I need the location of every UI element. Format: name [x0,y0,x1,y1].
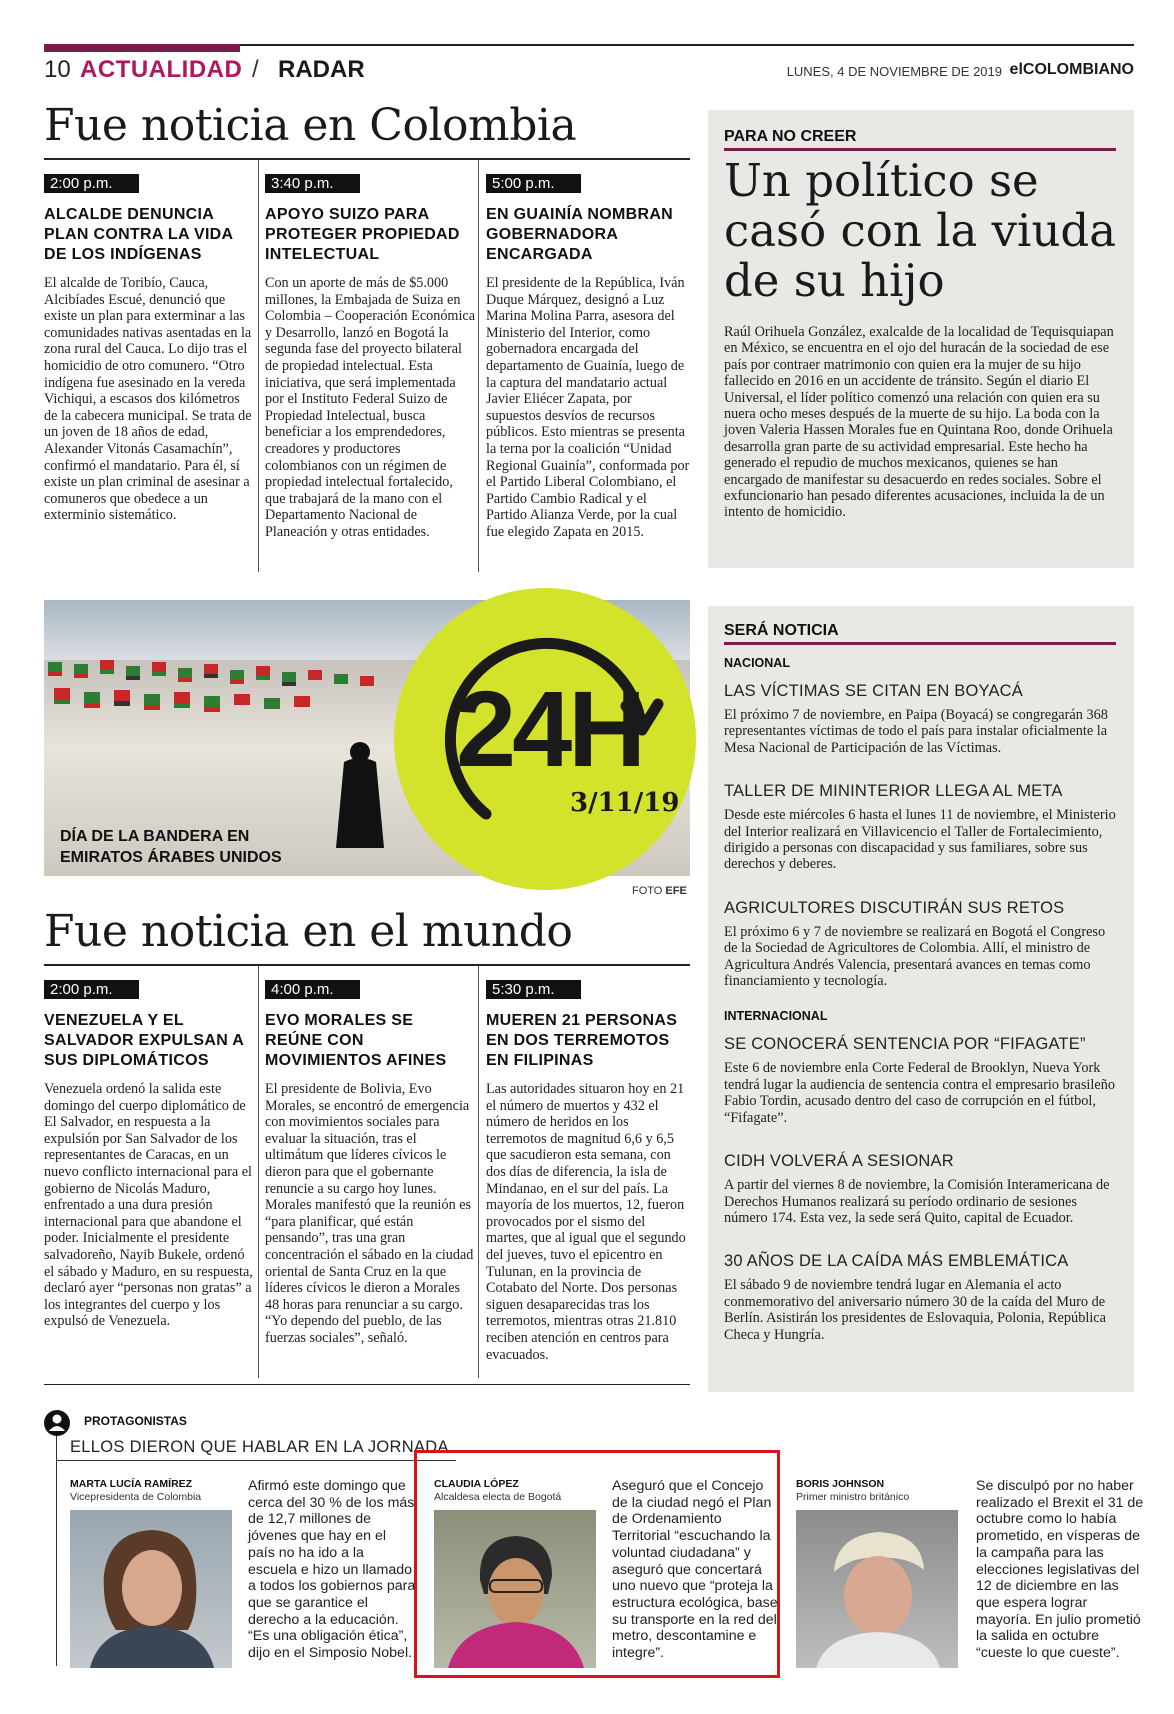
protagonist-name: MARTA LUCÍA RAMÍREZ [70,1478,193,1490]
upcoming-body: El próximo 7 de noviembre, en Paipa (Boyacá) se congregarán 368 representantes víctimas de todo el país para instalar oficialmente la Mesa Nacional de Participación de las Víctimas. [724,707,1108,756]
story-time: 4:00 p.m. [265,980,360,999]
story-body: El presidente de la República, Iván Duque Márquez, designó a Luz Marina Molina Parra, asesora del Ministerio del Interior, como gobernadora encargada del departamento de Guainía, luego de la captura del mandatario actual Javier Eliécer Zapata, por supuestos desvíos de recursos públicos. Esto mientras se presenta la terna por la coalición “Unidad Regional Guainía”, conformada por el Partido Liberal Colombiano, el Partido Cambio Radical y el Partido Alianza Verde, por la cual fue elegido Zapata en 2015. [486,275,690,540]
photo-credit: FOTO EFE [632,885,687,897]
kicker-rule [724,148,1116,151]
upcoming-body: Este 6 de noviembre enla Corte Federal de Brooklyn, Nueva York tendrá lugar la audiencia de sentencia contra el empresario brasileño Fabio Tordin, acusado dentro del caso de corrupción en el fútbol, “Fifagate”. [724,1060,1115,1126]
mundo-title-rule [44,964,690,966]
upcoming-body: El sábado 9 de noviembre tendrá lugar en Alemania el acto conmemorativo del aniversario número 30 de la caída del Muro de Berlín. Asistirán los presidentes de Eslovaquia, Polonia, República Checa y Hungría. [724,1277,1106,1343]
protagonist-quote: Se disculpó por no haber realizado el Brexit el 31 de octubre como lo había prometido, en vísperas de la campaña para las elecciones legislativas del 12 de diciembre en las que espera lograr mayoría. En julio prometió la salida en octubre “cueste lo que cueste”. [976,1478,1144,1662]
colombia-story-2 [265,174,475,541]
colombia-story-1 [44,174,254,524]
story-body: Con un aporte de más de $5.000 millones, la Embajada de Suiza en Colombia – Cooperación Económica y Desarrollo, lanzó en Bogotá la segunda fase del proyecto bilateral de propiedad intelectual. Esta iniciativa, que será implementada por el Instituto Federal Suizo de Propiedad Intelectual, busca beneficiar a los emprendedores, creadores y productores colombianos con un régimen de propiedad intelectual fortalecido, que trabajará de la mano con el Departamento Nacional de Planeación y otras entidades. [265,275,475,540]
story-time: 2:00 p.m. [44,174,139,193]
mundo-story-2 [265,980,475,1347]
story-body: El presidente de Bolivia, Evo Morales, se encontró de emergencia con movimientos sociales para evaluar la situación, tras el ultimátum que líderes cívicos le dieron para que el gobernante renuncie a su cargo hoy lunes. Morales manifestó que la reunión es “para planificar, qué están pensando”, tras una gran concentración el sábado en la ciudad oriental de Santa Cruz en la que líderes cívicos le dieron a Morales 48 horas para renunciar a su cargo. “Yo dependo del pueblo, de las fuerzas sociales”, señaló. [265,1081,474,1346]
story-body: El alcalde de Toribío, Cauca, Alcibíades Escué, denunció que existe un plan para exterminar a las comunidades nativas asentadas en la zona rural del Cauca. Lo dijo tras el homicidio de otro comunero. “Otro indígena fue asesinado en la vereda Vichiqui, a escasos dos kilómetros de la cabecera municipal. Se trata de un joven de 18 años de edad, Alexander Vitonás Casamachín”, confirmó el mandatario. Para él, sí existe un plan criminal de asesinar a comuneros que obedece a un exterminio sistemático. [44,275,252,524]
veiled-woman-figure [330,740,390,850]
sera-noticia-kicker: SERÁ NOTICIA [724,622,839,639]
protagonist-role: Vicepresidenta de Colombia [70,1491,202,1503]
mundo-bottom-rule [44,1384,690,1385]
colombia-section-title: Fue noticia en Colombia [44,100,577,151]
upcoming-body: El próximo 6 y 7 de noviembre se realizará en Bogotá el Congreso de la Sociedad de Agricultores de Colombia. Allí, el ministro de Agricultura Andrés Valencia, presentará avances en temas como financiamiento y tecnología. [724,923,1106,990]
person-icon [44,1410,70,1436]
column-divider [478,160,479,572]
mundo-section-title: Fue noticia en el mundo [44,906,573,957]
section-separator: / [252,56,259,83]
photo-caption: DÍA DE LA BANDERA EN EMIRATOS ÁRABES UNIDOS [60,828,282,866]
story-body: Venezuela ordenó la salida este domingo del cuerpo diplomático de El Salvador, en respuesta a la expulsión por San Salvador de los representantes de Caracas, en un nuevo conflicto internacional para el gobierno de Nicolás Maduro, enfrentado a una dura presión internacional para que abandone el poder. Inicialmente el presidente salvadoreño, Nayib Bukele, ordenó el sábado y Maduro, en su respuesta, declaró ayer “personas non gratas” a los integrantes del cuerpo y los expulsó de Venezuela. [44,1081,253,1330]
story-time: 3:40 p.m. [265,174,360,193]
highlight-box [414,1450,780,1678]
upcoming-headline: CIDH VOLVERÁ A SESIONAR [724,1152,954,1171]
protagonist-quote: Afirmó este domingo que cerca del 30 % de los más de 12,7 millones de jóvenes que hay en el país no ha ido a la escuela e hizo un llamado a todos los gobiernos para que se garantice el derecho a la educación. “Es una obligación ética”, dijo en el Simposio Nobel. [248,1478,416,1662]
story-time: 2:00 p.m. [44,980,139,999]
section-color-bar [44,44,240,52]
page-header [44,56,1134,84]
24h-badge [394,588,696,890]
para-no-creer-title: Un político se casó con la viuda de su hijo [724,154,1117,307]
story-time: 5:30 p.m. [486,980,581,999]
column-divider [478,966,479,1378]
upcoming-headline: LAS VÍCTIMAS SE CITAN EN BOYACÁ [724,682,1023,700]
page-number: 10 [44,56,71,83]
story-body: Las autoridades situaron hoy en 21 el número de muertos y 432 el número de heridos en los terremotos de magnitud 6,6 y 6,5 que sacudieron esta semana, con dos días de diferencia, la isla de Mindanao, en el sur del país. La mayoría de los muertos, 12, fueron provocados por el sismo del martes, que al igual que el segundo del jueves, tuvo el epicentro en Tulunan, en la provincia de Cotabato del Norte. Dos personas siguen desaparecidas tras los terremotos, mientras otras 21.810 reciben atención en centros para evacuados. [486,1081,686,1363]
mundo-story-3 [486,980,690,1363]
upcoming-headline: SE CONOCERÁ SENTENCIA POR “FIFAGATE” [724,1035,1086,1054]
protagonist-quote: Aseguró que el Concejo de la ciudad negó el Plan de Ordenamiento Territorial “escuchando la voluntad ciudadana” y aseguró que concertará uno nuevo que “proteja la estructura ecológica, base su transporte en la red del metro, descontamine e integre”. [612,1478,778,1662]
column-divider [258,966,259,1378]
story-time: 5:00 p.m. [486,174,581,193]
story-headline: VENEZUELA Y EL SALVADOR EXPULSAN A SUS DIPLOMÁTICOS [44,1012,244,1069]
newspaper-logo: elCOLOMBIANO [1009,61,1134,78]
protagonist-role: Primer ministro británico [796,1491,910,1503]
internacional-label: INTERNACIONAL [724,1009,828,1024]
para-no-creer-body: Raúl Orihuela González, exalcalde de la localidad de Tequisquiapan en México, se encuentra en el ojo del huracán de la sociedad de ese país por contraer matrimonio con quien era la mujer de su hijo fallecido en 2016 en un accidente de tránsito. Según el diario El Universal, el líder político comenzó una relación con quien era su nuera ocho meses después de la muerte de su hijo. La boda con la joven Valeria Hassen Morales fue en Quintana Roo, donde Orihuela desarrolla gran parte de su actividad empresarial. Este hecho ha generado el repudio de muchos mexicanos, quienes se han encargado de manifestar su desacuerdo en redes sociales. Sobre el exfuncionario han pesado diferentes acusaciones, incluida la de un intento de homicidio. [724,324,1114,521]
story-headline: ALCALDE DENUNCIA PLAN CONTRA LA VIDA DE LOS INDÍGENAS [44,206,233,263]
section-name: ACTUALIDAD [80,56,243,83]
protagonistas-label: PROTAGONISTAS [84,1414,187,1428]
upcoming-headline: 30 AÑOS DE LA CAÍDA MÁS EMBLEMÁTICA [724,1252,1069,1271]
upcoming-body: Desde este miércoles 6 hasta el lunes 11 de noviembre, el Ministerio del Interior realizará en Villavicencio el Taller de Fortalecimiento, dirigido a personas con discapacidad y sus familiares, sobre sus derechos y deberes. [724,807,1116,873]
mundo-story-1 [44,980,254,1330]
story-headline: MUEREN 21 PERSONAS EN DOS TERREMOTOS EN FILIPINAS [486,1012,678,1069]
issue-date: LUNES, 4 DE NOVIEMBRE DE 2019 [786,64,1002,79]
protagonist-name: BORIS JOHNSON [796,1478,885,1490]
protagonistas-subtitle: ELLOS DIERON QUE HABLAR EN LA JORNADA [70,1438,449,1456]
subsection-name: RADAR [278,56,365,83]
upcoming-headline: TALLER DE MININTERIOR LLEGA AL META [724,782,1063,801]
marta-lucia-ramirez-photo [70,1510,232,1668]
colombia-story-3 [486,174,690,541]
protagonistas-subtitle-rule [56,1460,456,1461]
upcoming-body: A partir del viernes 8 de noviembre, la Comisión Interamericana de Derechos Humanos realizará su período ordinario de sesiones número 174. Esta vez, la sede será Quito, capital de Ecuador. [724,1177,1110,1226]
upcoming-headline: AGRICULTORES DISCUTIRÁN SUS RETOS [724,898,1065,917]
badge-24h-text: 24H [456,668,643,789]
badge-date: 3/11/19 [570,788,680,818]
nacional-label: NACIONAL [724,656,790,670]
story-headline: EN GUAINÍA NOMBRAN GOBERNADORA ENCARGADA [486,206,674,263]
story-headline: EVO MORALES SE REÚNE CON MOVIMIENTOS AFINES [265,1012,447,1069]
flags-field [44,648,404,728]
para-no-creer-kicker: PARA NO CREER [724,128,857,145]
protagonist-role: Alcaldesa electa de Bogotá [434,1491,562,1503]
boris-johnson-photo [796,1510,958,1668]
column-divider [258,160,259,572]
story-headline: APOYO SUIZO PARA PROTEGER PROPIEDAD INTELECTUAL [265,206,460,263]
sera-noticia-list [724,642,1116,1343]
colombia-title-rule [44,158,690,160]
protagonist-name: CLAUDIA LÓPEZ [434,1478,519,1490]
